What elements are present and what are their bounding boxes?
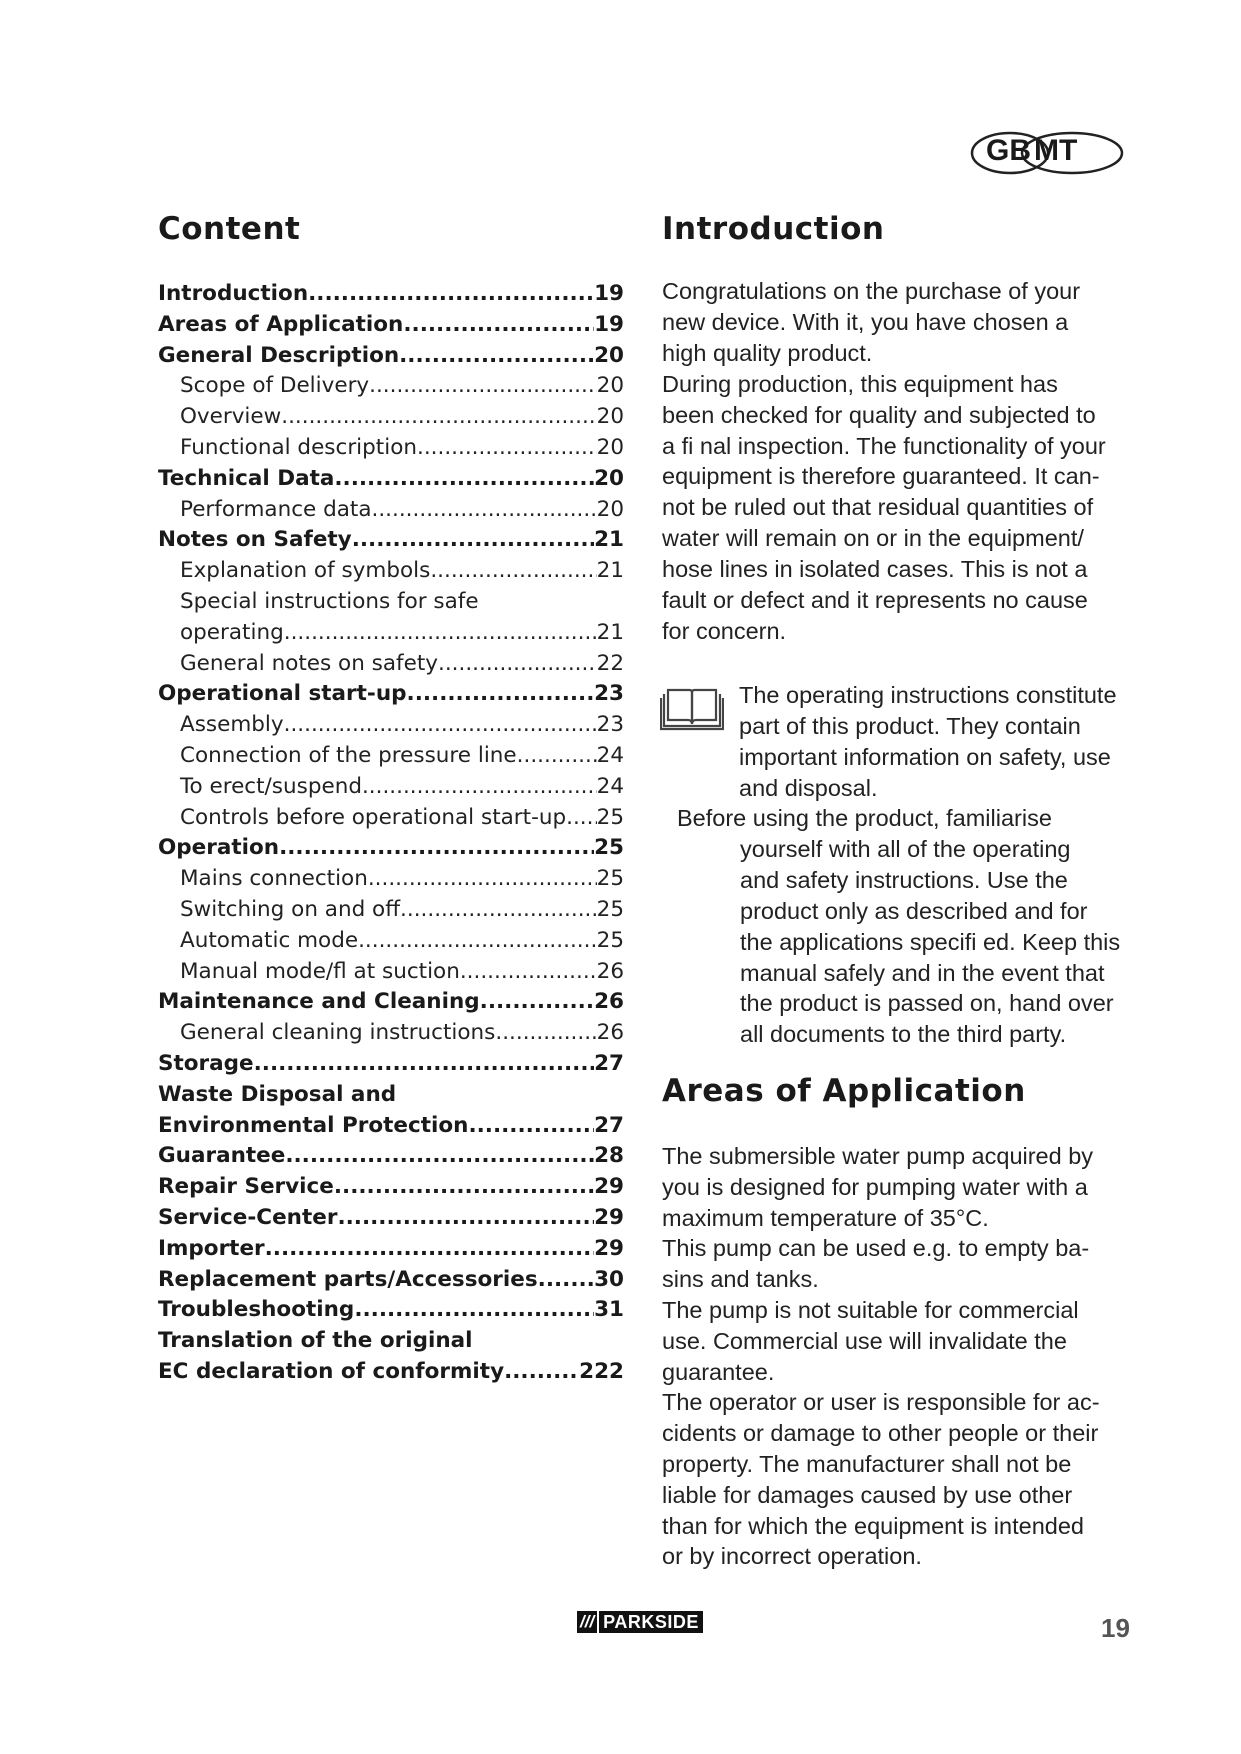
toc-entry-label: Notes on Safety <box>158 527 352 553</box>
text-line: a fi nal inspection. The functionality of your <box>662 432 1106 459</box>
toc-entry-label: Automatic mode <box>180 927 359 953</box>
toc-entry-label: Overview <box>180 404 282 430</box>
toc-entry-label: Technical Data <box>158 465 335 491</box>
text-line: maximum temperature of 35°C. <box>662 1204 989 1231</box>
text-line: or by incorrect operation. <box>662 1543 922 1570</box>
toc-entry-label: Operation <box>158 835 280 861</box>
toc-entry-page: 23 <box>594 681 624 707</box>
toc-entry <box>180 401 624 432</box>
dot-leader <box>281 401 596 432</box>
language-mt: MT <box>1034 134 1078 167</box>
toc-entry <box>158 1079 624 1110</box>
dot-leader <box>362 771 597 802</box>
dot-leader <box>368 863 597 894</box>
dot-leader <box>504 1356 579 1387</box>
text-line: and safety instructions. Use the <box>740 866 1068 893</box>
text-line: The operating instructions constitute <box>739 682 1117 708</box>
toc-entry-page: 222 <box>579 1359 624 1384</box>
toc-entry-page: 20 <box>594 465 624 491</box>
toc-entry-page: 25 <box>594 835 624 861</box>
dot-leader <box>284 709 597 740</box>
toc-entry-page: 23 <box>596 712 624 738</box>
toc-entry-page: 27 <box>594 1112 624 1138</box>
toc-entry-label: EC declaration of conformity <box>158 1359 505 1384</box>
text-line: part of this product. They contain <box>739 712 1081 739</box>
text-line: not be ruled out that residual quantities of <box>662 494 1094 521</box>
text-line: The operator or user is responsible for ac- <box>662 1389 1100 1416</box>
toc-entry <box>180 555 624 586</box>
toc-entry <box>180 771 624 802</box>
toc-entry <box>158 1233 624 1264</box>
toc-entry-page: 21 <box>594 527 624 553</box>
toc-entry-label: Controls before operational start-up <box>180 804 567 830</box>
toc-entry-label: Assembly <box>180 712 284 738</box>
dot-leader <box>372 494 597 525</box>
toc-entry <box>158 1325 624 1356</box>
text-line: new device. With it, you have chosen a <box>662 308 1069 335</box>
text-line: yourself with all of the operating <box>740 835 1071 862</box>
toc-entry <box>180 740 624 771</box>
toc-entry-label: Connection of the pressure line <box>180 743 517 768</box>
book-icon <box>660 682 724 737</box>
text-line: During production, this equipment has <box>662 370 1058 397</box>
dot-leader <box>308 278 594 309</box>
text-line: sins and tanks. <box>662 1266 819 1293</box>
dot-leader <box>407 678 595 709</box>
logo-slashes: /// <box>577 1611 597 1633</box>
toc-entry <box>158 309 624 340</box>
toc-entry-label: Storage <box>158 1051 254 1076</box>
toc-entry-page: 29 <box>594 1174 624 1200</box>
text-line: the applications specifi ed. Keep this <box>740 928 1121 955</box>
toc-entry-label: Environmental Protection <box>158 1112 469 1138</box>
toc-entry <box>158 463 624 494</box>
toc-entry <box>180 370 624 401</box>
toc-entry <box>180 1017 624 1048</box>
toc-entry-label: Functional description <box>180 435 417 460</box>
toc-entry-page: 25 <box>596 866 624 892</box>
language-gb: GB <box>986 134 1031 167</box>
toc-entry-label: Translation of the original <box>158 1328 473 1354</box>
toc-entry <box>158 1048 624 1079</box>
toc-entry-label: Maintenance and Cleaning <box>158 989 480 1015</box>
language-badge-gb-mt <box>970 130 1130 174</box>
toc-entry-page: 20 <box>596 435 624 460</box>
dot-leader <box>369 370 597 401</box>
dot-leader <box>438 648 597 679</box>
dot-leader <box>417 432 597 463</box>
toc-entry <box>158 986 624 1017</box>
text-line: important information on safety, use <box>739 743 1111 770</box>
toc-entry-page: 20 <box>596 373 624 399</box>
toc-entry <box>180 494 624 525</box>
toc-entry-page: 19 <box>594 281 624 306</box>
toc-entry <box>158 1110 624 1141</box>
logo-brand: PARKSIDE <box>599 1611 703 1633</box>
toc-entry-label: Operational start-up <box>158 681 407 707</box>
toc-entry-label: General notes on safety <box>180 650 438 676</box>
dot-leader <box>517 740 597 771</box>
dot-leader <box>480 986 594 1017</box>
dot-leader <box>334 1171 594 1202</box>
toc-entry-label: Repair Service <box>158 1174 334 1200</box>
dot-leader <box>265 1233 594 1264</box>
toc-entry-page: 24 <box>596 773 624 799</box>
toc-entry <box>158 524 624 555</box>
toc-entry <box>158 832 624 863</box>
toc-title: Content <box>158 211 301 247</box>
text-line: you is designed for pumping water with a <box>662 1173 1088 1200</box>
toc-entry <box>158 678 624 709</box>
text-line: Congratulations on the purchase of your <box>662 278 1081 304</box>
text-line: than for which the equipment is intended <box>662 1512 1084 1539</box>
text-line: guarantee. <box>662 1358 775 1385</box>
toc-entry-label: Troubleshooting <box>158 1297 355 1323</box>
dot-leader <box>284 617 597 648</box>
toc-entry-page: 20 <box>594 342 624 368</box>
toc-entry-label: Replacement parts/Accessories <box>158 1266 538 1292</box>
toc-entry-label: Special instructions for safe <box>180 589 479 614</box>
toc-entry <box>180 802 624 833</box>
toc-entry-label: Service-Center <box>158 1205 338 1230</box>
toc-entry <box>180 432 624 463</box>
toc-entry-label: General Description <box>158 342 400 368</box>
text-line: The pump is not suitable for commercial <box>662 1297 1079 1323</box>
toc-entry <box>158 1264 624 1295</box>
toc-entry-label: General cleaning instructions <box>180 1020 496 1046</box>
text-line: all documents to the third party. <box>740 1021 1067 1048</box>
text-line: The submersible water pump acquired by <box>662 1143 1094 1169</box>
text-line: hose lines in isolated cases. This is not a <box>662 556 1088 583</box>
text-line: for concern. <box>662 617 787 644</box>
dot-leader <box>334 463 594 494</box>
toc-entry-label: Importer <box>158 1235 265 1261</box>
toc-entry-page: 20 <box>596 404 624 430</box>
dot-leader <box>460 956 597 987</box>
toc-entry-label: Mains connection <box>180 866 368 892</box>
dot-leader <box>358 925 597 956</box>
toc-entry-page: 31 <box>594 1297 624 1323</box>
toc-entry-page: 20 <box>596 496 624 522</box>
dot-leader <box>495 1017 596 1048</box>
toc-entry-page: 30 <box>594 1266 624 1292</box>
dot-leader <box>538 1264 594 1295</box>
text-line: cidents or damage to other people or their <box>662 1420 1099 1447</box>
toc-entry-page: 28 <box>594 1143 624 1169</box>
toc-entry-page: 25 <box>596 927 624 953</box>
toc-entry <box>180 648 624 679</box>
text-line: liable for damages caused by use other <box>662 1481 1073 1508</box>
dot-leader <box>337 1202 594 1233</box>
text-line: use. Commercial use will invalidate the <box>662 1327 1067 1354</box>
toc-entry-page: 29 <box>594 1235 624 1261</box>
toc-entry-page: 19 <box>594 311 624 337</box>
text-line: the product is passed on, hand over <box>740 990 1114 1017</box>
toc-entry-page: 27 <box>594 1051 624 1076</box>
toc-entry-label: Explanation of symbols <box>180 558 431 584</box>
toc-entry-label: Performance data <box>180 496 372 522</box>
toc-entry <box>158 1140 624 1171</box>
toc-entry-label: Areas of Application <box>158 311 404 337</box>
toc-entry-page: 21 <box>596 619 624 645</box>
toc-entry-page: 26 <box>596 1020 624 1046</box>
toc-entry-label: Switching on and off <box>180 897 401 922</box>
toc-entry-label: Scope of Delivery <box>180 373 370 399</box>
toc-entry <box>180 925 624 956</box>
text-line: equipment is therefore guaranteed. It can- <box>662 463 1100 490</box>
dot-leader <box>354 1294 594 1325</box>
toc-entry <box>158 340 624 371</box>
dot-leader <box>400 894 597 925</box>
areas-heading: Areas of Application <box>662 1073 1026 1109</box>
page-number: 19 <box>1101 1613 1130 1643</box>
toc-entry-page: 22 <box>596 650 624 676</box>
dot-leader <box>352 524 594 555</box>
toc-entry-page: 26 <box>594 989 624 1015</box>
dot-leader <box>279 832 594 863</box>
dot-leader <box>566 802 597 833</box>
dot-leader <box>399 340 594 371</box>
dot-leader <box>403 309 594 340</box>
toc-entry <box>180 617 624 648</box>
dot-leader <box>285 1140 594 1171</box>
toc-entry <box>158 1356 624 1387</box>
toc-entry <box>180 586 624 617</box>
toc-entry <box>180 709 624 740</box>
text-line: manual safely and in the event that <box>740 959 1105 986</box>
toc-entry <box>158 1171 624 1202</box>
toc-entry-page: 25 <box>596 897 624 922</box>
toc-entry-label: To erect/suspend <box>180 773 362 799</box>
toc-entry-page: 26 <box>596 958 624 984</box>
toc-entry <box>158 1202 624 1233</box>
text-line: water will remain on or in the equipment/ <box>662 525 1084 552</box>
toc-entry <box>158 278 624 309</box>
introduction-heading: Introduction <box>662 211 885 247</box>
toc-entry-page: 21 <box>596 558 624 584</box>
toc-entry-page: 29 <box>594 1205 624 1230</box>
text-line: property. The manufacturer shall not be <box>662 1451 1072 1477</box>
toc-entry <box>180 863 624 894</box>
toc-entry-label: operating <box>180 619 284 645</box>
toc-entry <box>180 894 624 925</box>
toc-entry-label: Manual mode/fl at suction <box>180 958 460 984</box>
text-line: product only as described and for <box>740 897 1088 924</box>
text-line: high quality product. <box>662 339 873 366</box>
toc-entry-page: 24 <box>596 743 624 768</box>
toc-entry <box>158 1294 624 1325</box>
text-line: fault or defect and it represents no cause <box>662 587 1088 613</box>
text-line: This pump can be used e.g. to empty ba- <box>662 1235 1090 1262</box>
parkside-logo <box>577 1611 703 1633</box>
toc-entry-label: Guarantee <box>158 1143 286 1169</box>
dot-leader <box>254 1048 594 1079</box>
toc-entry-label: Introduction <box>158 281 309 306</box>
text-line: been checked for quality and subjected to <box>662 401 1096 428</box>
toc-entry-page: 25 <box>596 804 624 830</box>
dot-leader <box>468 1110 594 1141</box>
dot-leader <box>430 555 596 586</box>
toc-entry-label: Waste Disposal and <box>158 1081 397 1107</box>
text-line: Before using the product, familiarise <box>677 805 1052 831</box>
toc-entry <box>180 956 624 987</box>
text-line: and disposal. <box>739 774 878 801</box>
